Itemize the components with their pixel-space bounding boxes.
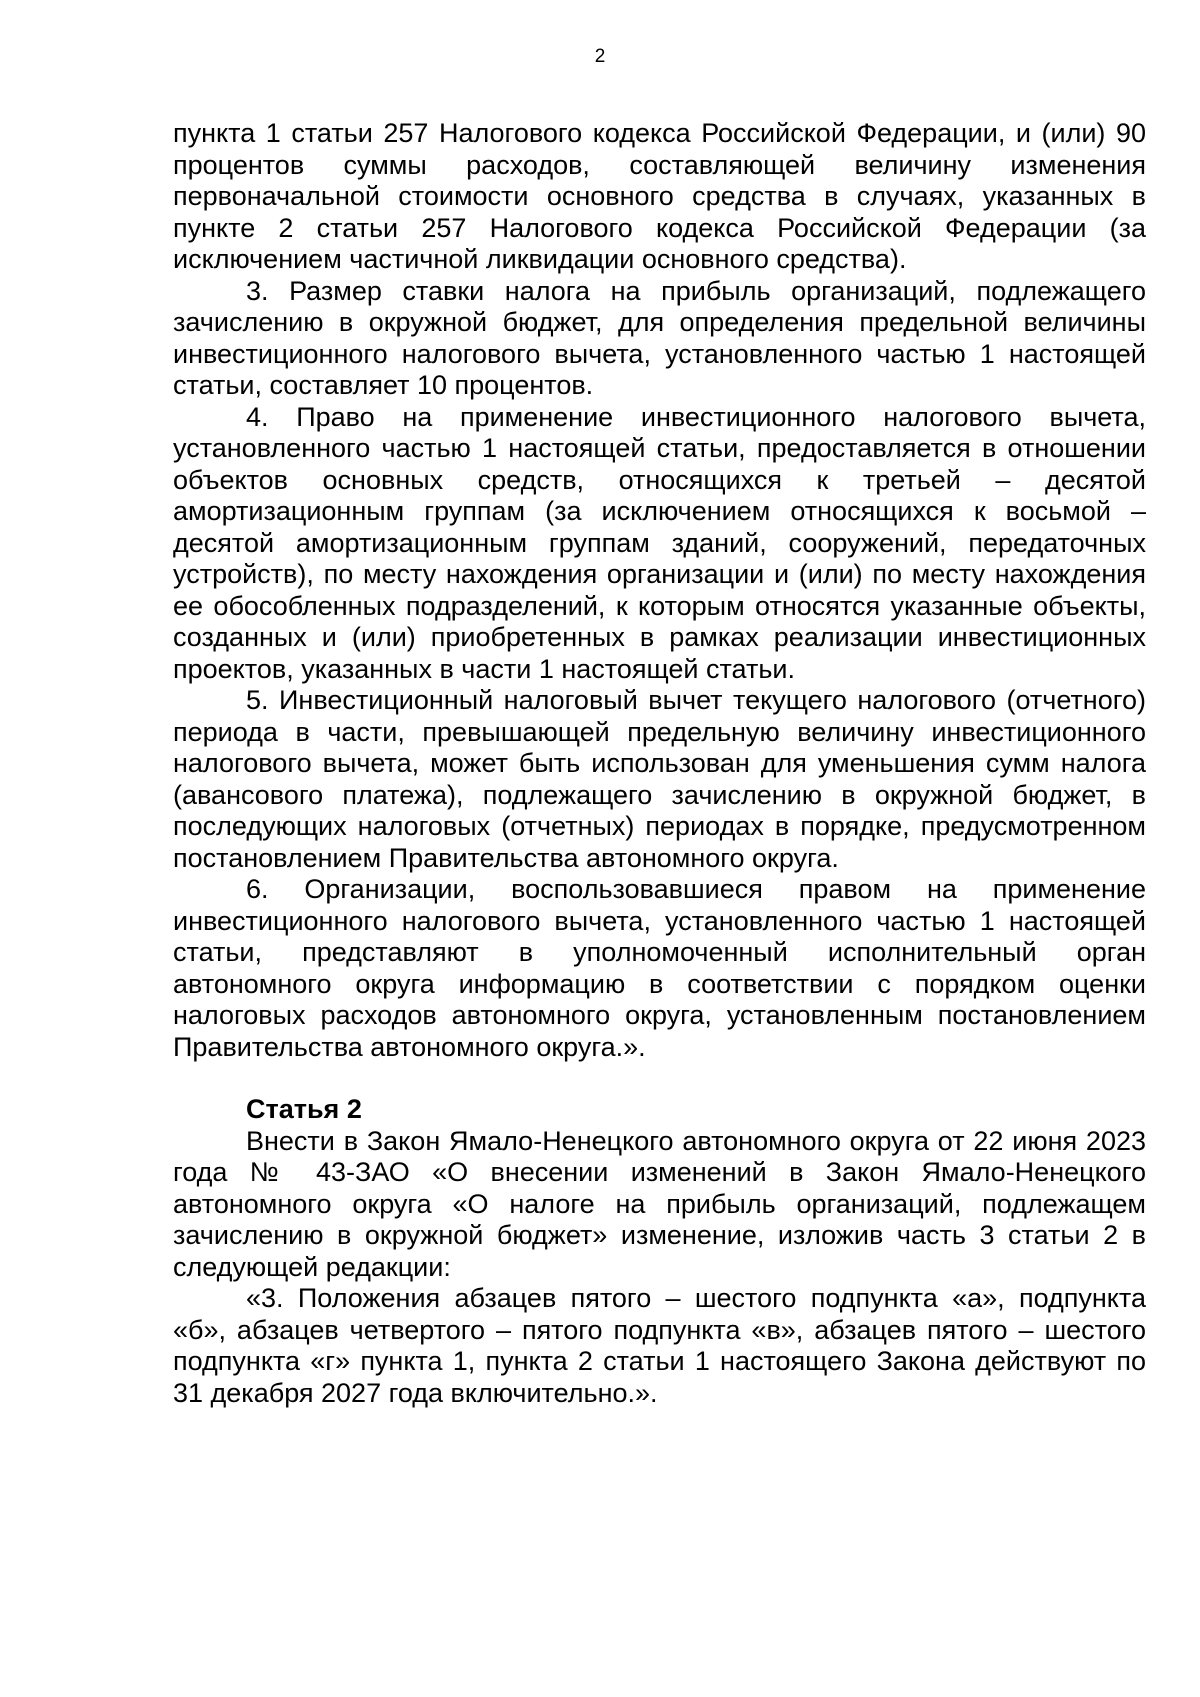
article-2-paragraph-1: Внести в Закон Ямало-Ненецкого автономного округа от 22 июня 2023 года № 43-ЗАО «О внесении изменений в Закон Ямало-Ненецкого автономного округа «О налоге на прибыль организаций, подлежащем зачислению в окружной бюджет» изменение, изложив часть 3 статьи 2 в следующей редакции:	[173, 1125, 1146, 1282]
article-2-paragraph-2: «3. Положения абзацев пятого – шестого подпункта «а», подпункта «б», абзацев четвертого – пятого подпункта «в», абзацев пятого – шестого подпункта «г» пункта 1, пункта 2 статьи 1 настоящего Закона действуют по 31 декабря 2027 года включительно.».	[173, 1283, 1146, 1408]
paragraph-part-4: 4. Право на применение инвестиционного налогового вычета, установленного частью 1 настоящей статьи, предоставляется в отношении объектов основных средств, относящихся к третьей – десятой амортизационным группам (за исключением относящихся к восьмой – десятой амортизационным группам зданий, сооружений, передаточных устройств), по месту нахождения организации и (или) по месту нахождения ее обособленных подразделений, к которым относятся указанные объекты, созданных и (или) приобретенных в рамках реализации инвестиционных проектов, указанных в части 1 настоящей статьи.	[173, 401, 1146, 684]
paragraph-part-6: 6. Организации, воспользовавшиеся правом на применение инвестиционного налогового вычета, установленного частью 1 настоящей статьи, представляют в уполномоченный исполнительный орган автономного округа информацию в соответствии с порядком оценки налоговых расходов автономного округа, установленным постановлением Правительства автономного округа.».	[173, 874, 1146, 1062]
article-2-heading: Статья 2	[246, 1094, 362, 1124]
document-body	[173, 118, 1146, 1409]
paragraph-part-5: 5. Инвестиционный налоговый вычет текущего налогового (отчетного) периода в части, превышающей предельную величину инвестиционного налогового вычета, может быть использован для уменьшения сумм налога (авансового платежа), подлежащего зачислению в окружной бюджет, в последующих налоговых (отчетных) периодах в порядке, предусмотренном постановлением Правительства автономного округа.	[173, 685, 1146, 873]
page-number: 2	[594, 46, 606, 67]
paragraph-continuation: пункта 1 статьи 257 Налогового кодекса Российской Федерации, и (или) 90 процентов суммы расходов, составляющей величину изменения первоначальной стоимости основного средства в случаях, указанных в пункте 2 статьи 257 Налогового кодекса Российской Федерации (за исключением частичной ликвидации основного средства).	[173, 118, 1146, 274]
paragraph-part-3: 3. Размер ставки налога на прибыль организаций, подлежащего зачислению в окружной бюджет, для определения предельной величины инвестиционного налогового вычета, установленного частью 1 настоящей статьи, составляет 10 процентов.	[173, 275, 1146, 400]
